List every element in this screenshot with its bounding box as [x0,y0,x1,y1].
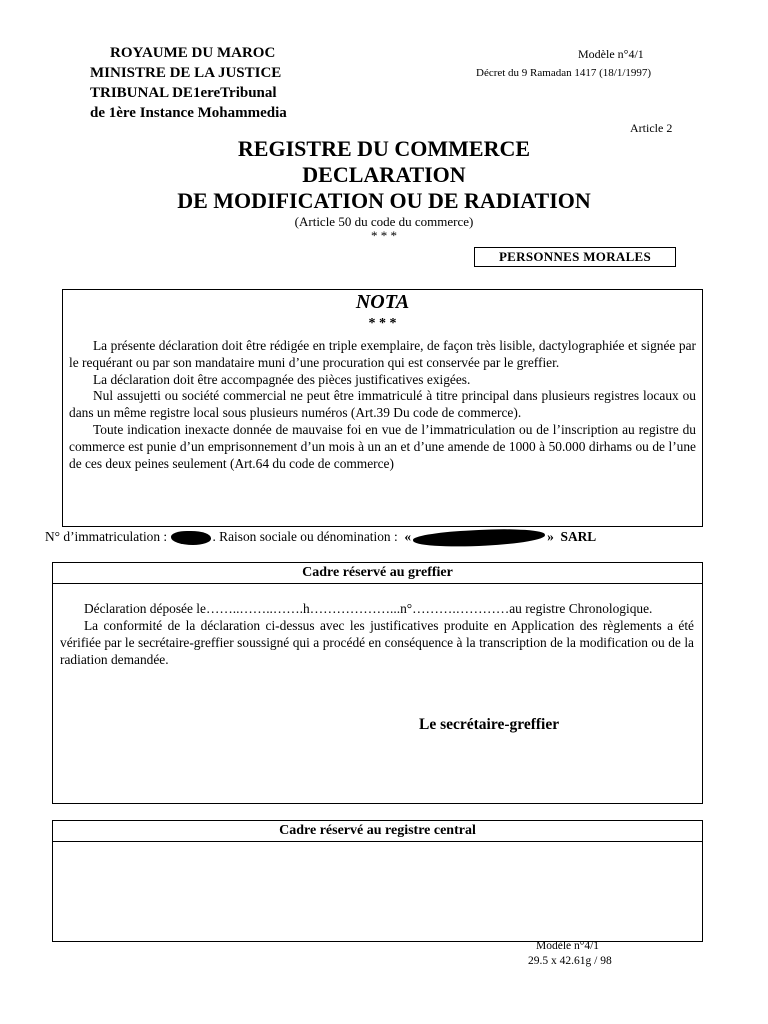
decree-reference: Décret du 9 Ramadan 1417 (18/1/1997) [476,67,652,79]
immatriculation-label: N° d’immatriculation : [45,529,168,544]
nota-text [69,338,696,472]
issuer-header [90,43,287,123]
footer-model-number: Modèle n°4/1 [536,940,600,952]
nota-title: NOTA [355,291,410,313]
cadre-greffier [52,562,703,804]
close-quote: » [547,529,554,544]
open-quote: « [404,529,412,544]
footer-format: 29.5 x 42.61g / 98 [528,955,612,967]
header-ministry: MINISTRE DE LA JUSTICE [90,65,282,81]
greffier-conformity-text: La conformité de la déclaration ci-dessus avec les justificatives produite en Application des règlements a été vérifiée par le secrétaire-greffier soussigné qui a procédé en conséquence à la transcription de la modification ou de la radiation demandée. [60,618,694,667]
redacted-company-name [413,526,546,549]
title-stars: * * * [371,228,397,243]
header-instance: de 1ère Instance Mohammedia [90,105,287,121]
cadre-greffier-text [60,600,694,668]
title-line-1: REGISTRE DU COMMERCE [237,136,531,161]
personnes-morales-label: PERSONNES MORALES [474,247,676,267]
company-form: SARL [560,529,597,544]
title-line-2: DECLARATION [302,162,466,187]
nota-paragraph: La présente déclaration doit être rédigée en triple exemplaire, de façon très lisible, dactylographiée et signée par le requérant ou par son mandataire muni d’une procuration qui est conservée par le greffier. [69,338,696,370]
nota-box [62,289,703,527]
nota-paragraph: Nul assujetti ou société commercial ne peut être immatriculé à titre principal dans plusieurs registres locaux ou dans un même registre local sous plusieurs numéros (Art.39 Du code de commerce). [69,388,696,421]
header-tribunal: TRIBUNAL DE1ereTribunal [90,85,277,101]
title-line-3: DE MODIFICATION OU DE RADIATION [177,188,591,213]
cadre-registre-central [52,820,703,942]
redacted-number [171,531,211,545]
nota-stars: * * * [368,316,397,331]
greffier-deposit-line: Déclaration déposée le……..……..…….h………………...n°……….…………au registre Chronologique. [84,601,653,616]
immatriculation-line [45,529,596,546]
nota-paragraph: Toute indication inexacte donnée de mauvaise foi en vue de l’immatriculation ou de l’inscription au registre du commerce est punie d’un emprisonnement d’un mois à un an et d’une amende de 1000 à 50.000 dirhams ou de l’une de ces deux peines seulement (Art.64 du code de commerce) [69,421,696,471]
cadre-central-title: Cadre réservé au registre central [53,821,702,842]
cadre-greffier-title: Cadre réservé au greffier [53,563,702,584]
raison-sociale-label: . Raison sociale ou dénomination : [212,529,398,544]
header-kingdom: ROYAUME DU MAROC [110,45,276,61]
model-number: Modèle n°4/1 [578,47,644,61]
greffier-signature-label: Le secrétaire-greffier [419,716,560,733]
title-subtitle: (Article 50 du code du commerce) [294,214,474,229]
document-title [0,136,768,243]
nota-paragraph: La déclaration doit être accompagnée des pièces justificatives exigées. [93,371,471,387]
article-reference: Article 2 [630,121,673,135]
